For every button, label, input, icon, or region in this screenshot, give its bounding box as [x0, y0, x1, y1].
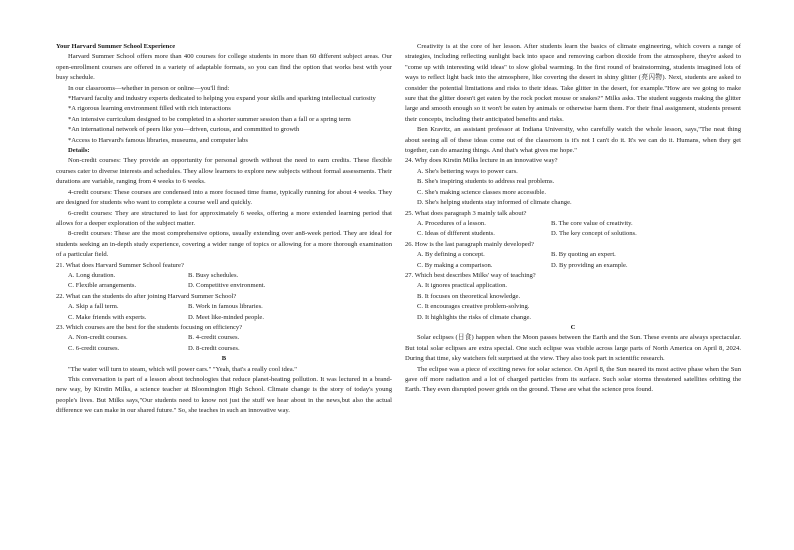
passage-paragraph: Solar eclipses (日食) happen when the Moon passes between the Earth and the Sun. These events are always spectacular. But total solar eclipses are extra special. One such eclipse was visible across large parts of North America on April 8, 2024. During that time, sky watchers felt surprised at the view. They also took part in scientific research. [405, 334, 741, 363]
details-paragraph: 8-credit courses: These are the most comprehensive options, usually extending over an8-week period. They are ideal for students seeking an in-depth study experience, covering a wider range of topics or allowing for a more thorough examination of a particular field. [56, 230, 392, 259]
left-column [56, 42, 392, 417]
passage-paragraph: This conversation is part of a lesson about technologies that reduce planet-heating pollution. It was lectured in a brand-new way, by Kirstin Milks, a science teacher at Bloomington High School. Climate change is the story of today's young people's lives. But Milks says,"Our students need to know not just the stuff we hear about in the news,but also the actual difference we can make in our shared future." So, she teaches in such an innovative way. [56, 376, 392, 415]
answer-option[interactable]: B. 4-credit courses. [188, 334, 240, 342]
answer-option[interactable]: B. Busy schedules. [188, 271, 239, 279]
section-label: C [570, 323, 576, 331]
answer-option[interactable]: B. The core value of creativity. [551, 219, 633, 227]
bullet-item: *Harvard faculty and industry experts dedicated to helping you expand your skills and sparking intellectual curiosity [68, 95, 376, 103]
answer-option[interactable]: B. She's inspiring students to address real problems. [417, 178, 555, 186]
passage-paragraph: Creativity is at the core of her lesson. After students learn the basics of climate engineering, which covers a range of strategies, including reflecting sunlight back into space and removing carbon dioxide from the atmosphere, they're asked to "come up with interesting wild ideas" to slow global warming. In the first round of brainstorming, students imagined lots of ways to reflect light back into the atmosphere, like covering the desert in shiny glitter (亮闪物). Next, students are asked to consider the potential limitations and risks to their ideas. Take glitter in the desert, for example."How are we going to make sure that the glitter doesn't get eaten by the rock pocket mouse or snakes?" Milks asks. The student suggests making the glitter large and smooth enough so it won't be eaten by animals or otherwise harm them. For their final assignment, students present their concepts, including their anticipated benefits and risks. [405, 43, 741, 123]
right-column [405, 42, 741, 396]
answer-option[interactable]: A. Procedures of a lesson. [417, 219, 486, 227]
answer-option[interactable]: C. Flexible arrangements. [68, 282, 137, 290]
question-stem: 24. Why does Kirstin Milks lecture in an innovative way? [405, 157, 558, 165]
question-stem: 23. Which courses are the best for the students focusing on efficiency? [56, 323, 243, 331]
bullet-item: *An international network of peers like you—driven, curious, and committed to growth [68, 126, 300, 134]
answer-option[interactable]: D. By providing an example. [551, 261, 628, 269]
question-stem: 21. What does Harvard Summer School feature? [56, 261, 184, 269]
passage-title: Your Harvard Summer School Experience [56, 43, 176, 50]
question-stem: 26. How is the last paragraph mainly developed? [405, 240, 534, 248]
bullet-item: *An intensive curriculum designed to be completed in a shorter summer session than a fall or a spring term [68, 115, 351, 123]
answer-option[interactable]: A. By defining a concept. [417, 251, 485, 259]
answer-option[interactable]: A. She's bettering ways to power cars. [417, 167, 518, 175]
answer-option[interactable]: D. Meet like-minded people. [188, 313, 264, 321]
answer-option[interactable]: B. Work in famous libraries. [188, 303, 263, 311]
passage-paragraph: Ben Kravitz, an assistant professor at Indiana University, who carefully watch the whole lesson, says,"The neat thing about seeing all of these ideas come out of the classroom is it's not I can't do it. It's we can do it. Humans, when they get together, can do amazing things. And that's what gives me hope." [405, 126, 741, 155]
answer-option[interactable]: C. Ideas of different students. [417, 230, 495, 238]
details-paragraph: Non-credit courses: They provide an opportunity for personal growth without the need to earn credits. These flexible courses cater to diverse interests and schedules. They allow learners to explore new subjects without formal assessments. Their durations are variable, ranging from 4 weeks to 6 weeks. [56, 157, 392, 186]
passage-paragraph: The eclipse was a piece of exciting news for solar science. On April 8, the Sun neared its most active phase when the Sun gave off more radiation and a lot of charged particles from its surface. Such solar storms threatened satellites orbiting the Earth. They even disrupted power grids on the ground. These are what the science pros found. [405, 365, 741, 394]
answer-option[interactable]: A. Non-credit courses. [68, 334, 128, 342]
answer-option[interactable]: A. Long duration. [68, 271, 116, 279]
answer-option[interactable]: A. It ignores practical application. [417, 282, 508, 290]
answer-option[interactable]: D. Competitive environment. [188, 282, 266, 290]
section-label: B [221, 355, 227, 363]
passage-quote: "The water will turn to steam, which will power cars." "Yeah, that's a really cool idea." [68, 365, 297, 373]
answer-option[interactable]: D. She's helping students stay informed of climate change. [417, 199, 572, 207]
question-stem: 25. What does paragraph 3 mainly talk about? [405, 209, 527, 217]
details-heading: Details: [68, 147, 90, 155]
answer-option[interactable]: C. It encourages creative problem-solving. [417, 303, 530, 311]
bullet-item: *A rigorous learning environment filled with rich interactions [68, 105, 231, 113]
question-stem: 27. Which best describes Milks' way of teaching? [405, 271, 536, 279]
answer-option[interactable]: D. The key concept of solutions. [551, 230, 637, 238]
answer-option[interactable]: A. Skip a fall term. [68, 303, 119, 311]
answer-option[interactable]: D. 8-credit courses. [188, 344, 240, 352]
answer-option[interactable]: B. It focuses on theoretical knowledge. [417, 292, 521, 300]
details-paragraph: 6-credit courses: They are structured to last for approximately 6 weeks, offering a more extended learning period that allows for a deeper exploration of the subject matter. [56, 209, 392, 227]
passage-intro: Harvard Summer School offers more than 400 courses for college students in more than 60 different subject areas. Our open-enrollment courses are offered in a variety of adaptable formats, so you can find the option that works best with your busy schedule. [56, 53, 392, 82]
question-stem: 22. What can the students do after joining Harvard Summer School? [56, 292, 237, 300]
bullet-item: *Access to Harvard's famous libraries, museums, and computer labs [68, 136, 248, 144]
answer-option[interactable]: B. By quoting an expert. [551, 251, 616, 259]
classroom-line: In our classrooms—whether in person or online—you'll find: [68, 84, 230, 92]
answer-option[interactable]: C. Make friends with experts. [68, 313, 147, 321]
answer-option[interactable]: D. It highlights the risks of climate change. [417, 313, 532, 321]
answer-option[interactable]: C. She's making science classes more accessible. [417, 188, 546, 196]
details-paragraph: 4-credit courses: These courses are condensed into a more focused time frame, typically running for about 4 weeks. They are designed for students who want to complete a course well and quickly. [56, 188, 392, 207]
answer-option[interactable]: C. By making a comparison. [417, 261, 493, 269]
answer-option[interactable]: C. 6-credit courses. [68, 344, 120, 352]
